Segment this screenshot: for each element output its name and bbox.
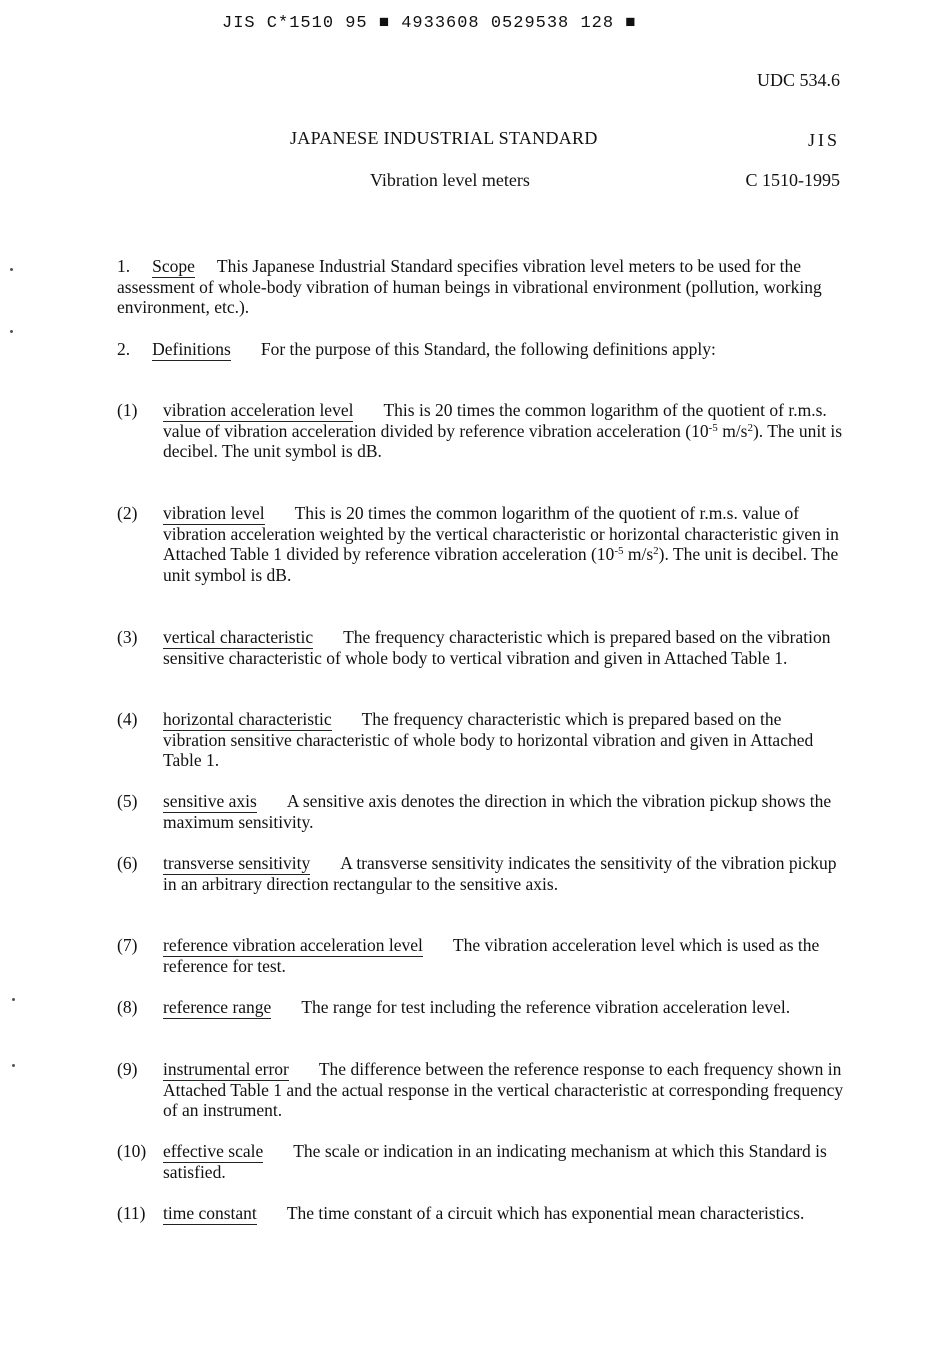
definition-term: sensitive axis [163,791,257,811]
exponent: -5 [614,545,624,558]
definition-item [117,400,847,462]
definition-term: time constant [163,1203,257,1223]
definition-text-end: ). The unit is decibel. The unit symbol is dB. [163,420,843,462]
definition-text-end: ). The unit is decibel. The unit symbol is dB. [163,544,839,585]
section-definitions [117,339,842,360]
item-number: (11) [117,1203,146,1223]
definition-item [117,1059,847,1121]
definition-item [117,935,847,976]
section-number: 2. [117,339,131,359]
document-title: Vibration level meters [370,170,530,190]
definition-term: effective scale [163,1141,264,1161]
definition-text: The frequency characteristic which is prepared based on the vibration sensitive characteristic of whole body to vertical vibration and given in Attached Table 1. [163,627,831,668]
definition-text: This is 20 times the common logarithm of the quotient of r.m.s. value of vibration acceleration divided by reference vibration acceleration (10 [163,400,827,441]
item-number: (2) [117,503,138,523]
definition-item [117,503,847,585]
item-number: (5) [117,791,138,811]
definition-text: A transverse sensitivity indicates the sensitivity of the vibration pickup in an arbitrary direction rectangular to the sensitive axis. [163,853,837,894]
definition-item [117,627,847,668]
section-text: This Japanese Industrial Standard specifies vibration level meters to be used for the assessment of whole-body vibration of human beings in vibrational environment (pollution, working environment, etc.). [117,256,822,318]
definition-item [117,1141,847,1182]
definition-term: vertical characteristic [163,627,314,647]
document-number: C 1510-1995 [745,170,840,190]
definition-text: The frequency characteristic which is prepared based on the vibration sensitive characteristic of whole body to horizontal vibration and given in Attached Table 1. [163,709,814,771]
margin-mark [10,330,13,333]
standard-title: JAPANESE INDUSTRIAL STANDARD [290,128,598,148]
item-number: (6) [117,853,138,873]
item-number: (9) [117,1059,138,1079]
unit-text: m/s [717,420,748,441]
unit-text: m/s [623,544,654,565]
definition-text: The range for test including the reference vibration acceleration level. [301,997,791,1017]
section-heading: Definitions [152,339,231,359]
section-scope [117,256,842,318]
item-number: (3) [117,627,138,647]
udc-number: UDC 534.6 [756,70,840,90]
definition-item [117,709,847,771]
definition-term: instrumental error [163,1059,289,1079]
definition-item [117,853,847,894]
definition-term: vibration level [163,503,265,523]
item-number: (8) [117,997,138,1017]
definition-term: horizontal characteristic [163,709,332,729]
definition-term: reference vibration acceleration level [163,935,423,955]
definition-text: A sensitive axis denotes the direction in which the vibration pickup shows the maximum sensitivity. [163,791,832,832]
exponent: -5 [708,421,718,434]
definition-text: This is 20 times the common logarithm of the quotient of r.m.s. value of vibration acceleration weighted by the vertical characteristic or horizontal characteristic given in Attached Table 1 divided by reference vibration acceleration (10 [163,503,839,565]
jis-mark: JIS [807,130,840,150]
definition-term: transverse sensitivity [163,853,311,873]
section-number: 1. [117,256,131,276]
exponent: 2 [747,421,753,434]
definition-term: vibration acceleration level [163,400,354,420]
section-heading: Scope [152,256,195,276]
item-number: (1) [117,400,138,420]
definition-text: The time constant of a circuit which has exponential mean characteristics. [286,1203,805,1223]
margin-mark [10,268,13,271]
margin-mark [12,1064,15,1067]
exponent: 2 [653,545,659,558]
document-code-line: JIS C*1510 95 ■ 4933608 0529538 128 ■ [222,14,637,33]
item-number: (7) [117,935,138,955]
definition-item [117,1203,847,1224]
definition-term: reference range [163,997,272,1017]
definition-item [117,997,847,1018]
section-text: For the purpose of this Standard, the following definitions apply: [260,339,716,359]
margin-mark [12,998,15,1001]
definition-text: The difference between the reference response to each frequency shown in Attached Table 1 and the actual response in the vertical characteristic at corresponding frequency of an instrument. [163,1059,844,1121]
definition-item [117,791,847,832]
item-number: (4) [117,709,138,729]
item-number: (10) [117,1141,147,1161]
definition-text: The scale or indication in an indicating mechanism at which this Standard is satisfied. [163,1141,827,1182]
definition-text: The vibration acceleration level which is used as the reference for test. [163,935,820,976]
